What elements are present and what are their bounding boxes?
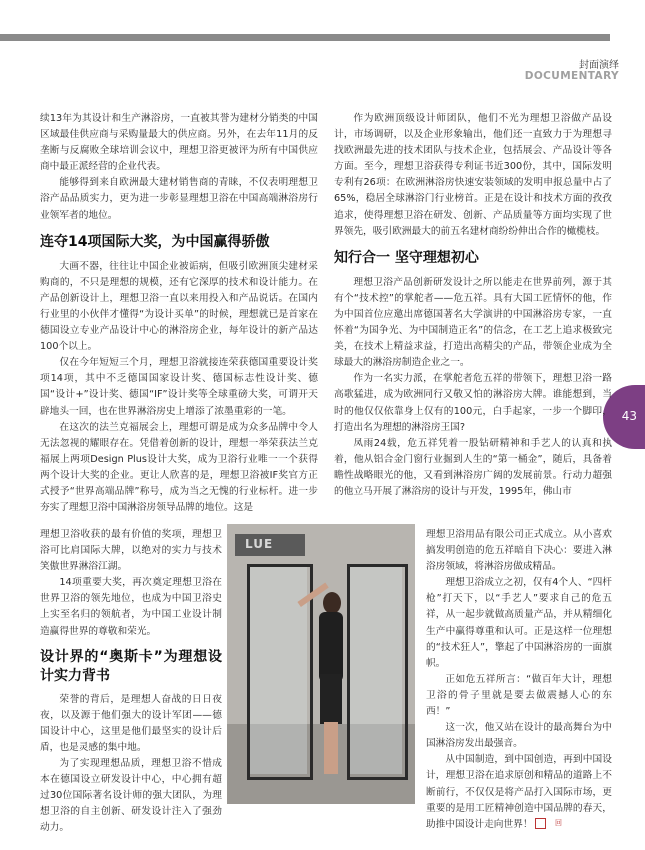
showroom-photo xyxy=(227,524,415,804)
paragraph: 能够得到来自欧洲最大建材销售商的青睐，不仅表明理想卫浴产品品质实力，更为进一步彰显理想卫浴在中国高端淋浴房行业领军者的地位。 xyxy=(40,177,318,221)
page-number: 43 xyxy=(621,409,637,423)
section-heading: 连夺14项国际大奖，为中国赢得骄傲 xyxy=(40,233,270,250)
paragraph: 为了实现理想品质，理想卫浴不惜成本在德国设立研发设计中心，中心拥有超过30位国际著名设计师的强大团队，为理想卫浴的自主创新、研发设计注入了强劲动力。 xyxy=(40,758,222,834)
header-bar xyxy=(0,34,610,41)
section-title-cn: 封面演绎 xyxy=(579,60,619,71)
paragraph: 荣誉的背后，是理想人奋战的日日夜夜，以及源于他们强大的设计军团——德国设计中心，这里是他们最坚实的设计后盾，也是灵感的集中地。 xyxy=(40,693,222,753)
paragraph: 凤雨24载，危五祥凭着一股钻研精神和手艺人的认真和执着，他从铝合金门窗行业掘到人生的“第一桶金”，随后，具备着瞻性战略眼光的他，又看到淋浴房广阔的发展前景。行动力超强的他立马开展了淋浴房的设计与开发，1995年，佛山市 xyxy=(334,437,612,497)
paragraph: 理想卫浴收获的最有价值的奖项，理想卫浴可比肩国际大牌，以绝对的实力与技术笑傲世界淋浴江湖。 xyxy=(40,529,222,573)
paragraph: 作为欧洲顶级设计师团队，他们不光为理想卫浴做产品设计，市场调研，以及企业形象输出，他们还一直致力于为理想寻找欧洲最先进的技术团队与技术企业，包括展会、产品设计等各方面。至今，理想卫浴获得专利证书近300份，其中，国际发明专利有26项：在欧洲淋浴房快速安装领域的发明申报总量中占了65%，稳居全球淋浴门行业榜首。正是在设计和技术方面的孜孜追求，使得理想卫浴在研发、创新、产品质量等方面均实现了世界领先，吸引欧洲最大的前五名建材商纷纷伸出合作的橄榄枝。 xyxy=(334,113,612,237)
paragraph: 仅在今年短短三个月，理想卫浴就接连荣获德国重要设计奖项14项，其中不乏德国国家设计奖、德国标志性设计奖、德国“设计+”设计奖、德国“IF”设计奖等全球重磅大奖，可谓开天辟地头一回，也在世界淋浴房史上增添了浓墨重彩的一笔。 xyxy=(40,357,318,417)
right-column-narrow xyxy=(426,527,612,833)
end-mark-icon: 回 xyxy=(535,818,546,829)
model-body xyxy=(319,612,343,682)
paragraph xyxy=(426,752,612,832)
paragraph: 大画不器，往往让中国企业被诟病，但吸引欧洲顶尖建材采购商的，不只是理想的规模，还有它深厚的技术和设计能力。在产品创新设计上，理想卫浴一直以来用投入和产品说话。在国内行业里的小伙伴才懂得“为设计买单”的时候，理想就已是首家在德国设立专业产品设计中心的淋浴房企业，每年设计的新产品达100个以上。 xyxy=(40,260,318,353)
shower-frame xyxy=(347,564,408,780)
paragraph-text: 从中国制造，到中国创造，再到中国设计，理想卫浴在追求原创和精品的道路上不断前行，不仅仅是将产品打入国际市场，更重要的是用工匠精神创造中国品牌的春天，助推中国设计走向世界！ xyxy=(426,754,612,830)
section-heading: 知行合一 坚守理想初心 xyxy=(334,249,479,266)
right-column xyxy=(334,111,612,500)
photo-sign-text: LUE xyxy=(245,537,274,551)
left-column xyxy=(40,111,318,516)
paragraph: 理想卫浴用品有限公司正式成立。从小喜欢搞发明创造的危五祥暗自下决心：要进入淋浴房领域，将淋浴房做成精品。 xyxy=(426,529,612,573)
model-skirt xyxy=(320,674,342,724)
paragraph: 理想卫浴成立之初，仅有4个人、“四杆枪”打天下，以“手艺人”要求自己的危五祥，从一起步就做高质量产品，并从精细化生产中赢得尊重和认可。正是这样一位理想的“技术狂人”，擎起了中国淋浴房的一面旗帜。 xyxy=(426,577,612,669)
left-column-narrow xyxy=(40,527,222,837)
paragraph: 续13年为其设计和生产淋浴房，一直被其誉为建材分销类的中国区域最佳供应商与采购量最大的供应商。另外，在去年11月的反垄断与反腐败全球培训会议中，理想卫浴更被评为所有中国供应商中最正派经营的企业代表。 xyxy=(40,113,318,173)
paragraph: 在这次的法兰克福展会上，理想可谓是成为众多品牌中令人无法忽视的耀眼存在。凭借着创新的设计，理想一举荣获法兰克福展上两项Design Plus设计大奖，成为卫浴行业唯一一个获得两个设计大奖的企业。更让人欣喜的是，理想卫浴被IF奖官方正式授予“世界高端品牌”称号，成为当之无愧的行业标杆。进一步夯实了理想卫浴中国淋浴房领导品牌的地位。这是 xyxy=(40,421,318,514)
section-heading: 设计界的“奥斯卡”为理想设计实力背书 xyxy=(40,648,222,684)
model-head xyxy=(323,592,341,614)
model-legs xyxy=(324,722,338,774)
paragraph: 正如危五祥所言：“做百年大计，理想卫浴的骨子里就是要去做震撼人心的东西！” xyxy=(426,673,612,718)
section-title-en: DOCUMENTARY xyxy=(524,70,619,82)
paragraph: 14项重要大奖，再次奠定理想卫浴在世界卫浴的领先地位，也成为中国卫浴史上实至名归的领航者，为中国工业设计制造赢得世界的尊敬和荣光。 xyxy=(40,577,222,637)
paragraph: 理想卫浴产品创新研发设计之所以能走在世界前列，源于其有个“技术控”的掌舵者——危五祥。具有大国工匠情怀的他，作为中国首位应邀出席德国著名大学演讲的中国淋浴房专家，一直怀着“为国争光、为中国制造正名”的信念，在工艺上追求极致完美，在技术上精益求益，打造出高精尖的产品，带领企业成为全球最大的淋浴房制造企业之一。 xyxy=(334,276,612,369)
paragraph: 这一次，他又站在设计的最高舞台为中国淋浴房发出最强音。 xyxy=(426,722,612,750)
paragraph: 作为一名实力派，在掌舵者危五祥的带领下，理想卫浴一路高歌猛进，成为欧洲同行又敬又怕的淋浴房大牌。谁能想到，当时的他仅仅依靠身上仅有的100元，白手起家，一步一个脚印，打造出名为理想的淋浴房王国? xyxy=(334,373,612,433)
